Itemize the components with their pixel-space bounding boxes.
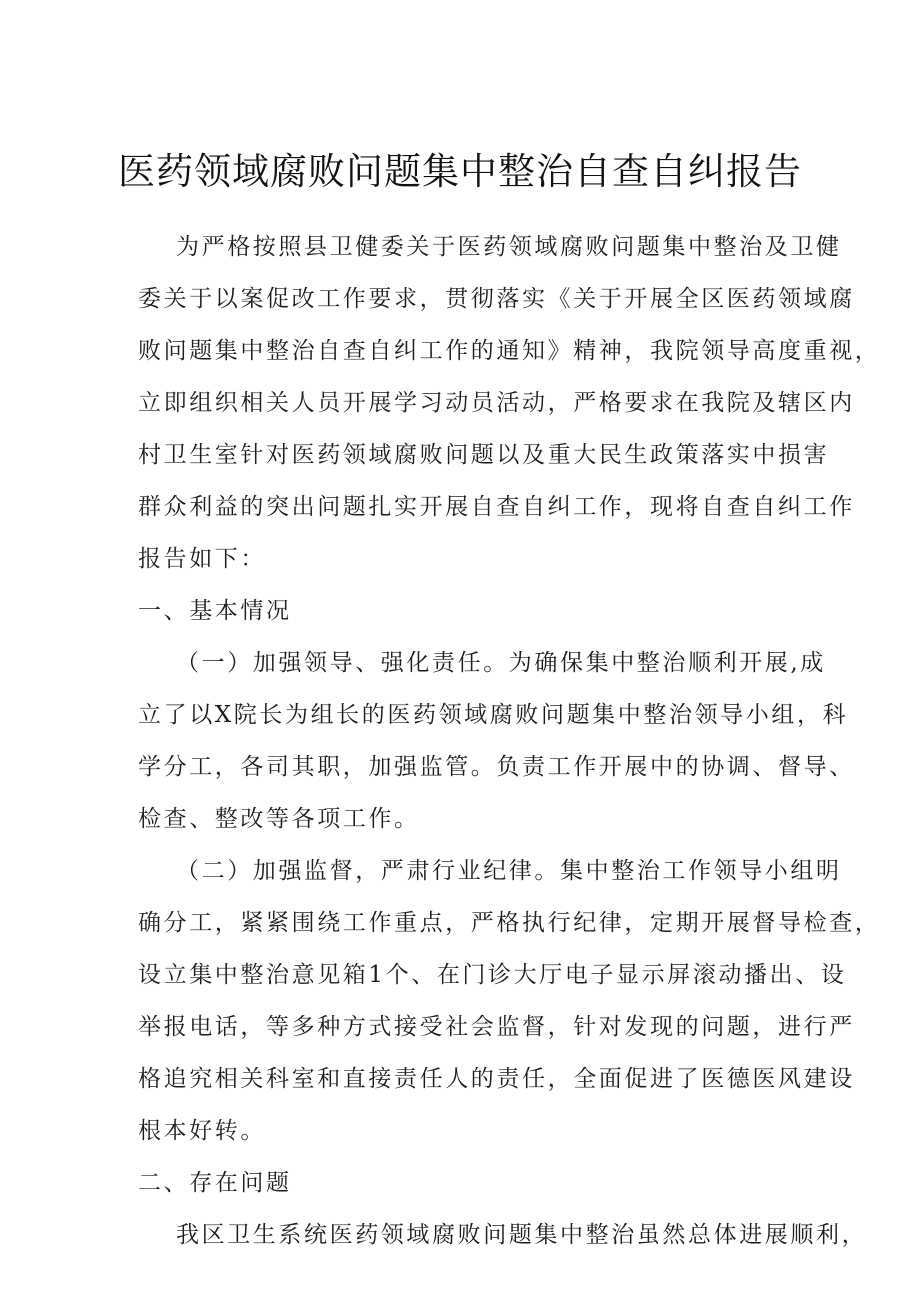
document-title: 医药领域腐败问题集中整治自查自纠报告 xyxy=(118,150,802,193)
paragraph-1-line-6: 群众利益的突出问题扎实开展自查自纠工作，现将自查自纠工作 xyxy=(138,494,855,520)
section-heading-existing-problems: 二、存在问题 xyxy=(138,1170,292,1196)
paragraph-3-line-6: 根本好转。 xyxy=(138,1118,266,1144)
paragraph-4-line-1: 我区卫生系统医药领域腐败问题集中整治虽然总体进展顺利， xyxy=(176,1222,868,1248)
paragraph-1-line-5: 村卫生室针对医药领域腐败问题以及重大民生政策落实中损害 xyxy=(138,442,830,468)
section-heading-basic-situation: 一、基本情况 xyxy=(138,598,292,624)
paragraph-1-line-2: 委关于以案促改工作要求，贯彻落实《关于开展全区医药领域腐 xyxy=(138,286,855,312)
paragraph-3-line-4: 举报电话，等多种方式接受社会监督，针对发现的问题，进行严 xyxy=(138,1014,855,1040)
paragraph-3-line-5: 格追究相关科室和直接责任人的责任，全面促进了医德医风建设 xyxy=(138,1066,855,1092)
paragraph-1-line-1: 为严格按照县卫健委关于医药领域腐败问题集中整治及卫健 xyxy=(176,234,842,260)
paragraph-3-line-1: （二）加强监督，严肃行业纪律。集中整治工作领导小组明 xyxy=(176,858,842,884)
paragraph-1-line-3: 败问题集中整治自查自纠工作的通知》精神，我院领导高度重视， xyxy=(138,338,881,364)
paragraph-3-line-3: 设立集中整治意见箱1个、在门诊大厅电子显示屏滚动播出、设 xyxy=(138,962,847,988)
paragraph-1-line-7: 报告如下： xyxy=(138,546,266,572)
paragraph-2-line-3: 学分工，各司其职，加强监管。负责工作开展中的协调、督导、 xyxy=(138,754,855,780)
paragraph-2-line-4: 检查、整改等各项工作。 xyxy=(138,806,420,832)
paragraph-2-line-1: （一）加强领导、强化责任。为确保集中整治顺利开展,成 xyxy=(176,650,826,676)
paragraph-3-line-2: 确分工，紧紧围绕工作重点，严格执行纪律，定期开展督导检查， xyxy=(138,910,881,936)
paragraph-2-line-2: 立了以X院长为组长的医药领域腐败问题集中整治领导小组，科 xyxy=(138,702,849,728)
paragraph-1-line-4: 立即组织相关人员开展学习动员活动，严格要求在我院及辖区内 xyxy=(138,390,855,416)
